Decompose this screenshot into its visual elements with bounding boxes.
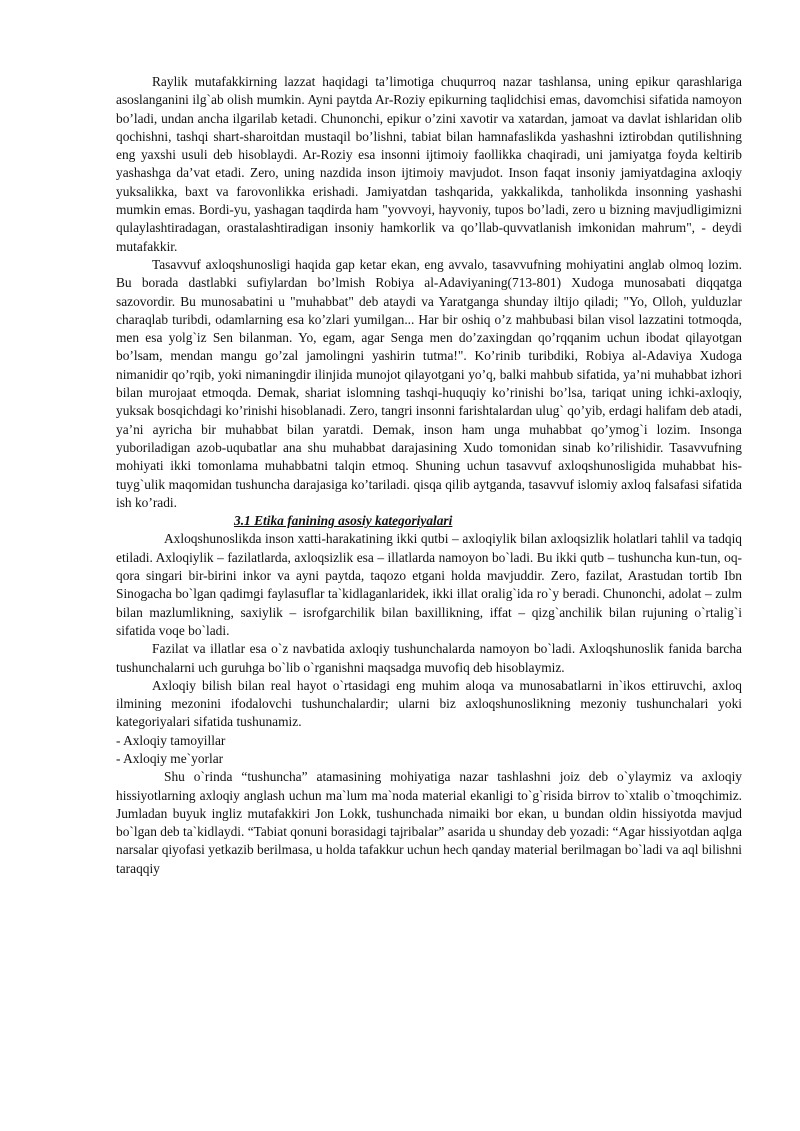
list-item: - Axloqiy me`yorlar bbox=[116, 750, 224, 766]
paragraph-tasavvuf: Tasavvuf axloqshunosligi haqida gap ketar ekan, eng avvalo, tasavvufning mohiyatini anglab olmoq lozim. Bu borada dastlabki sufiylardan bo’lmish Robiya al-Adaviyaning(713-801) Xudoga munosabati diqqatga sazovordir. Bu munosabatini u "muhabbat" deb ataydi va Yaratganga shunday iltijo qiladi; "Yo, Olloh, yulduzlar charaqlab turibdi, odamlarning esa ko’zlari yumilgan... Har bir oshiq o’z mahbubasi bilan visol lazzatini totmoqda, men esa yolg`iz Sen bilanman. Yo, egam, agar Senga men do’zaxingdan qo’rqqanim uchun ibodat qilayotgan bo’lsam, mendan mangu go’zal jamolingni yashirin tutma!". Ko’rinib turibdiki, Robiya al-Adaviya Xudoga nimanidir qo’rqib, yoki nimaningdir ilinjida munojot qilayotgani yo’q, balki mahbub sifatida, ya’ni muhabbat izhori bilan murojaat etmoqda. Demak, shariat islomning tashqi-huquqiy ko’rinishi bo’lsa, tariqat uning ichki-axloqiy, yuksak bosqichdagi ko’rinishi hisoblanadi. Zero, tangri insonni farishtalardan ulug` qo’yib, erdagi halifam deb atadi, ya’ni ayricha bir muhabbat bilan yaratdi. Demak, inson ham unga muhabbat qo’ymog`i lozim. Insonga yuboriladigan azob-uqubatlar ana shu muhabbat darajasining Xudo tomonidan sinab ko’rilishidir. Tasavvufning mohiyati ikki tomonlama muhabbatni talqin etmoq. Shuning uchun tasavvuf axloqshunosligida muhabbat his-tuyg`ulik maqomidan tushuncha darajasiga ko’tariladi. qisqa qilib aytganda, tasavvuf islomiy axloq falsafasi sifatida ish ko’radi. bbox=[116, 256, 742, 510]
paragraph-axloqshunoslik: Axloqshunoslikda inson xatti-harakatining ikki qutbi – axloqiylik bilan axloqsizlik holatlari tahlil va tadqiq etiladi. Axloqiylik – fazilatlarda, axloqsizlik esa – illatlarda namoyon bo`ladi. Bu ikki qutb – tushuncha kun-tun, oq-qora singari bir-birini inkor va ayni paytda, taqozo etgani holda mavjuddir. Zero, fazilat, Arastudan tortib Ibn Sinogacha bo`lgan qadimgi faylasuflar ta`kidlaganlaridek, ikki illat oralig`ida ro`y beradi. Chunonchi, adolat – zulm bilan mazlumlikning, saxiylik – isrofgarchilik bilan baxillikning, iffat – qizg`anchilik bilan rujuning o`rtalig`i sifatida voqe bo`ladi. bbox=[116, 531, 742, 638]
document-page bbox=[116, 73, 742, 878]
paragraph-tushuncha: Shu o`rinda “tushuncha” atamasining mohiyatiga nazar tashlashni joiz deb o`ylaymiz va axloqiy hissiyotlarning axloqiy anglash uchun ma`lum ma`noda material ekanligi to`g`risida birrov to`xtalib o`tmoqchimiz. Jumladan buyuk ingliz mutafakkiri Jon Lokk, tushunchada nimaiki bor ekan, u bundan oldin hissiyotda mavjud bo`lgan deb ta`kidlaydi. “Tabiat qonuni borasidagi tajribalar” asarida u shunday deb yozadi: “Agar hissiyotdan aqlga narsalar qiyofasi yetkazib berilmasa, u holda tafakkur uchun hech qanday material berilmagan bo`ladi va aql bilishni taraqqiy bbox=[116, 769, 742, 876]
paragraph-fazilat: Fazilat va illatlar esa o`z navbatida axloqiy tushunchalarda namoyon bo`ladi. Axloqshunoslik fanida barcha tushunchalarni uch guruhga bo`lib o`rganishni maqsadga muvofiq deb hisoblaymiz. bbox=[116, 641, 742, 675]
paragraph-ar-roziy: Raylik mutafakkirning lazzat haqidagi ta’limotiga chuqurroq nazar tashlansa, uning epikur qarashlariga asoslanganini ilg`ab olish mumkin. Ayni paytda Ar-Roziy epikurning taqlidchisi emas, davomchisi sifatida namoyon bo’ladi, undan ancha ilgarilab ketadi. Chunonchi, epikur o’zini xavotir va xatardan, jamoat va davlat ishlaridan olib qochishni, tashqi shart-sharoitdan mustaqil bo’lishni, tabiat bilan hamnafaslikda yashashni iztirobdan qutilishning eng yaxshi usuli deb hisoblaydi. Ar-Roziy esa insonni ijtimoiy faollikka chaqiradi, uni jamiyatga foyda keltirib yashashga da’vat etadi. Zero, uning nazdida inson ijtimoiy mavjudot. Inson faqat insoniy jamiyatdagina axloqiy yuksalikka, baxt va farovonlikka erishadi. Jamiyatdan tashqarida, yakkalikda, tanholikda insonning yashashi mumkin emas. Bordi-yu, yashagan taqdirda ham "yovvoyi, hayvoniy, tupos bo’ladi, zero u bizning mavjudligimizni qulaylashtiradagan, orastalashtiradigan insoniy hamkorlik va qo’llab-quvvatlanish imkonidan mahrum", - deydi mutafakkir. bbox=[116, 74, 742, 254]
paragraph-axloqiy-bilish: Axloqiy bilish bilan real hayot o`rtasidagi eng muhim aloqa va munosabatlarni in`ikos ettiruvchi, axloq ilmining mezonini ifodalovchi tushunchalardir; ularni biz axloqshunoslikning mezoniy tushunchalari yoki kategoriyalari sifatida tushunamiz. bbox=[116, 677, 742, 730]
section-heading: 3.1 Etika fanining asosiy kategoriyalari bbox=[234, 513, 453, 529]
list-item: - Axloqiy tamoyillar bbox=[116, 732, 226, 748]
